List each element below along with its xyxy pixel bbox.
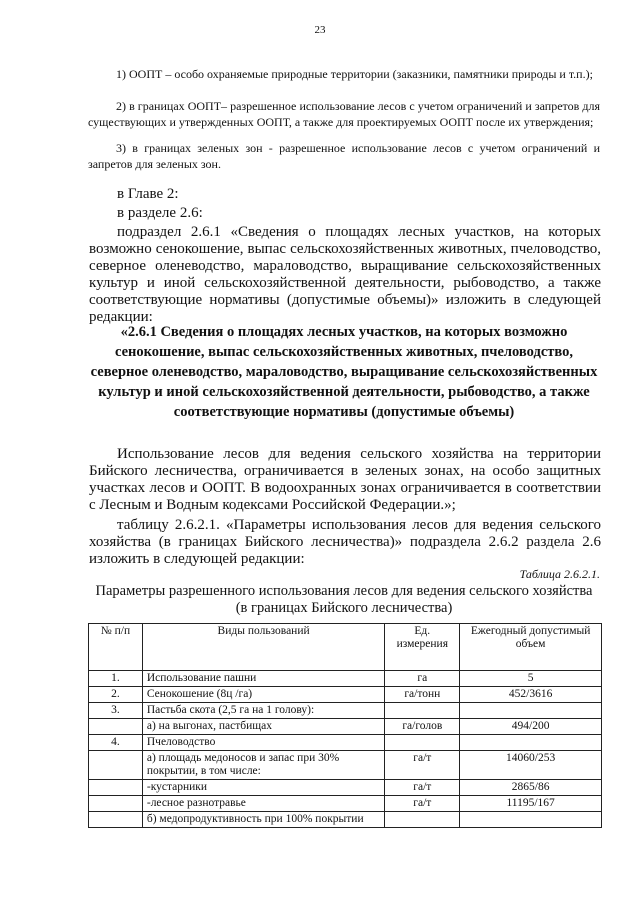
table-row xyxy=(89,751,602,780)
table-caption: Таблица 2.6.2.1. xyxy=(519,567,600,581)
header-volume: Ежегодный допустимый объем xyxy=(460,624,602,671)
header-kind: Виды пользований xyxy=(142,624,384,671)
row-volume xyxy=(460,812,602,828)
header-unit: Ед. измерения xyxy=(385,624,460,671)
row-kind: Пчеловодство xyxy=(142,735,384,751)
page-number: 23 xyxy=(314,24,326,36)
usage-parameters-table xyxy=(88,623,602,828)
header-num: № п/п xyxy=(89,624,143,671)
row-unit xyxy=(385,735,460,751)
row-volume: 5 xyxy=(460,671,602,687)
row-volume: 14060/253 xyxy=(460,751,602,780)
table-row xyxy=(89,796,602,812)
table-paragraph: таблицу 2.6.2.1. «Параметры использования лесов для ведения сельского хозяйства (в границах Бийского лесничества)» подраздела 2.6.2 раздела 2.6 изложить в следующей редакции: xyxy=(89,517,601,567)
table-row xyxy=(89,780,602,796)
list-item-ooopt-borders: 2) в границах ООПТ– разрешенное использование лесов с учетом ограничений и запретов для существующих и утвержденных ООПТ, а также для проектируемых ООПТ после их утверждения; xyxy=(88,99,600,129)
table-row xyxy=(89,812,602,828)
row-unit: га/т xyxy=(385,780,460,796)
row-volume: 452/3616 xyxy=(460,687,602,703)
subsection-paragraph: подраздел 2.6.1 «Сведения о площадях лесных участков, на которых возможно сенокошение, выпас сельскохозяйственных животных, пчеловодство, северное оленеводство, мараловодство, выращивание сельскохозяйственных культур и иной сельскохозяйственной деятельности, рыбоводство, а также соответствующие нормативы (допустимые объемы)» изложить в следующей редакции: xyxy=(89,224,601,325)
row-num xyxy=(89,812,143,828)
table-row xyxy=(89,687,602,703)
bold-heading: «2.6.1 Сведения о площадях лесных участков, на которых возможно сенокошение, выпас сельскохозяйственных животных, пчеловодство, северное оленеводство, мараловодство, выращивание сельскохозяйственных культур и иной сельскохозяйственной деятельности, рыбоводство, а также соответствующие нормативы (допустимые объемы) xyxy=(90,324,598,420)
row-volume xyxy=(460,703,602,719)
row-num: 2. xyxy=(89,687,143,703)
table-row xyxy=(89,671,602,687)
table-title: Параметры разрешенного использования лесов для ведения сельского хозяйства (в границах Бийского лесничества) xyxy=(95,583,593,616)
section-line: в разделе 2.6: xyxy=(117,205,203,221)
usage-paragraph: Использование лесов для ведения сельского хозяйства на территории Бийского лесничества, ограничивается в зеленых зонах, на особо защитных участках лесов и ООПТ. В водоохранных зонах ограничивается в соответствии с Лесным и Водным кодексами Российской Федерации.»; xyxy=(89,446,601,513)
row-unit: га xyxy=(385,671,460,687)
row-unit xyxy=(385,812,460,828)
row-num xyxy=(89,796,143,812)
row-kind: -кустарники xyxy=(142,780,384,796)
row-volume: 11195/167 xyxy=(460,796,602,812)
table-header-row xyxy=(89,624,602,671)
row-unit: га/т xyxy=(385,796,460,812)
table-row xyxy=(89,719,602,735)
row-num xyxy=(89,780,143,796)
row-num xyxy=(89,751,143,780)
list-item-green-zones: 3) в границах зеленых зон - разрешенное использование лесов с учетом ограничений и запретов для зеленых зон. xyxy=(88,141,600,171)
list-item-ooopt: 1) ООПТ – особо охраняемые природные территории (заказники, памятники природы и т.п.); xyxy=(116,67,593,81)
row-kind: Сенокошение (8ц /га) xyxy=(142,687,384,703)
row-unit: га/тонн xyxy=(385,687,460,703)
row-kind: а) площадь медоносов и запас при 30% покрытии, в том числе: xyxy=(142,751,384,780)
row-kind: Пастьба скота (2,5 га на 1 голову): xyxy=(142,703,384,719)
row-kind: Использование пашни xyxy=(142,671,384,687)
row-num: 3. xyxy=(89,703,143,719)
row-num xyxy=(89,719,143,735)
row-kind: а) на выгонах, пастбищах xyxy=(142,719,384,735)
row-num: 1. xyxy=(89,671,143,687)
row-unit: га/голов xyxy=(385,719,460,735)
row-kind: -лесное разнотравье xyxy=(142,796,384,812)
row-volume xyxy=(460,735,602,751)
row-unit: га/т xyxy=(385,751,460,780)
chapter-line: в Главе 2: xyxy=(117,186,179,202)
row-volume: 494/200 xyxy=(460,719,602,735)
row-kind: б) медопродуктивность при 100% покрытии xyxy=(142,812,384,828)
table-row xyxy=(89,735,602,751)
row-unit xyxy=(385,703,460,719)
row-num: 4. xyxy=(89,735,143,751)
table-row xyxy=(89,703,602,719)
row-volume: 2865/86 xyxy=(460,780,602,796)
